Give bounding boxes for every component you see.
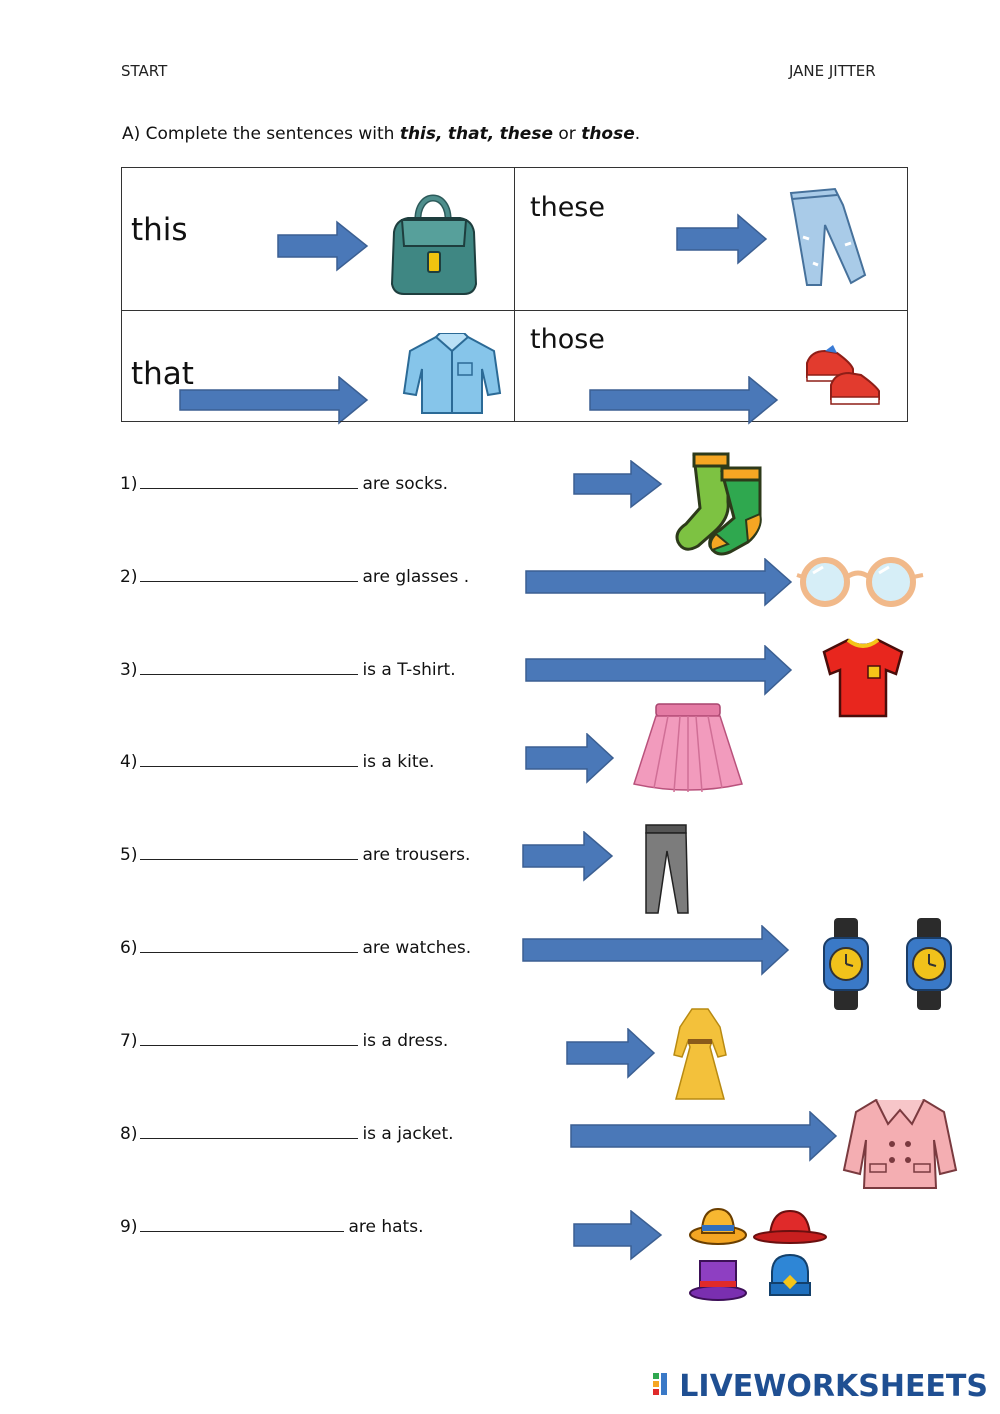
question-number: 6): [120, 938, 138, 958]
question-number: 8): [120, 1124, 138, 1144]
question-2: [120, 567, 469, 587]
question-8: [120, 1124, 454, 1144]
instruction-mid: or: [553, 124, 582, 144]
question-3: [120, 660, 456, 680]
question-text: are watches.: [362, 938, 472, 958]
question-text: is a kite.: [362, 752, 435, 772]
answer-blank[interactable]: [140, 567, 358, 582]
question-1: [120, 474, 448, 494]
answer-blank[interactable]: [140, 1031, 358, 1046]
watch-icon: [820, 916, 872, 1012]
arrow-icon: [179, 376, 369, 426]
arrow-icon: [570, 1111, 840, 1163]
header-left: START: [121, 62, 168, 80]
arrow-icon: [566, 1028, 658, 1080]
question-number: 7): [120, 1031, 138, 1051]
instruction: [122, 124, 640, 144]
question-number: 5): [120, 845, 138, 865]
instruction-word-this: this,: [399, 124, 443, 144]
watch-icon: [903, 916, 955, 1012]
answer-blank[interactable]: [140, 474, 358, 489]
example-that: that: [131, 356, 194, 392]
instruction-prefix: A) Complete the sentences with: [122, 124, 400, 144]
tshirt-icon: [820, 636, 906, 720]
table-bottom-line-segment: [340, 421, 350, 422]
brand-logo: [653, 1369, 988, 1404]
jeans-icon: [785, 185, 870, 290]
hats-icon: [688, 1203, 828, 1303]
question-text: is a dress.: [362, 1031, 449, 1051]
arrow-icon: [522, 925, 792, 977]
question-text: is a jacket.: [362, 1124, 454, 1144]
instruction-word-that: that,: [447, 124, 495, 144]
question-9: [120, 1217, 423, 1237]
answer-blank[interactable]: [140, 1217, 344, 1232]
arrow-icon: [589, 376, 779, 426]
arrow-icon: [676, 213, 768, 265]
answer-blank[interactable]: [140, 845, 358, 860]
answer-blank[interactable]: [140, 1124, 358, 1139]
question-text: are trousers.: [362, 845, 471, 865]
table-bottom-line-segment: [387, 421, 504, 422]
socks-icon: [672, 448, 782, 558]
trousers-icon: [642, 823, 692, 917]
question-number: 1): [120, 474, 138, 494]
example-these: these: [530, 192, 605, 223]
jacket-icon: [840, 1094, 960, 1192]
question-number: 3): [120, 660, 138, 680]
question-number: 9): [120, 1217, 138, 1237]
example-those: those: [530, 324, 605, 355]
answer-blank[interactable]: [140, 660, 358, 675]
question-4: [120, 752, 434, 772]
instruction-suffix: .: [634, 124, 641, 144]
instruction-word-those: those: [581, 124, 635, 144]
glasses-icon: [795, 555, 927, 609]
question-text: are hats.: [348, 1217, 424, 1237]
question-7: [120, 1031, 448, 1051]
dress-icon: [672, 1007, 728, 1103]
arrow-icon: [522, 831, 616, 883]
question-5: [120, 845, 470, 865]
header-right: JANE JITTER: [789, 62, 876, 80]
question-6: [120, 938, 471, 958]
table-bottom-line-segment: [795, 421, 908, 422]
liveworksheets-logo-icon: [653, 1373, 675, 1399]
question-text: is a T-shirt.: [362, 660, 456, 680]
question-text: are socks.: [362, 474, 449, 494]
table-divider-horizontal: [121, 310, 908, 311]
sneakers-icon: [803, 343, 885, 409]
arrow-icon: [573, 1210, 665, 1262]
brand-name: LIVEWORKSHEETS: [679, 1369, 988, 1404]
bag-icon: [388, 180, 480, 298]
answer-blank[interactable]: [140, 938, 358, 953]
instruction-word-these: these: [499, 124, 553, 144]
arrow-icon: [525, 733, 617, 785]
question-number: 2): [120, 567, 138, 587]
arrow-icon: [525, 558, 795, 608]
arrow-icon: [277, 220, 369, 272]
arrow-icon: [573, 460, 665, 510]
example-this: this: [131, 212, 188, 248]
skirt-icon: [628, 702, 748, 798]
answer-blank[interactable]: [140, 752, 358, 767]
question-text: are glasses .: [362, 567, 470, 587]
arrow-icon: [525, 645, 795, 697]
shirt-icon: [402, 333, 502, 415]
table-divider-vertical: [514, 167, 515, 422]
question-number: 4): [120, 752, 138, 772]
